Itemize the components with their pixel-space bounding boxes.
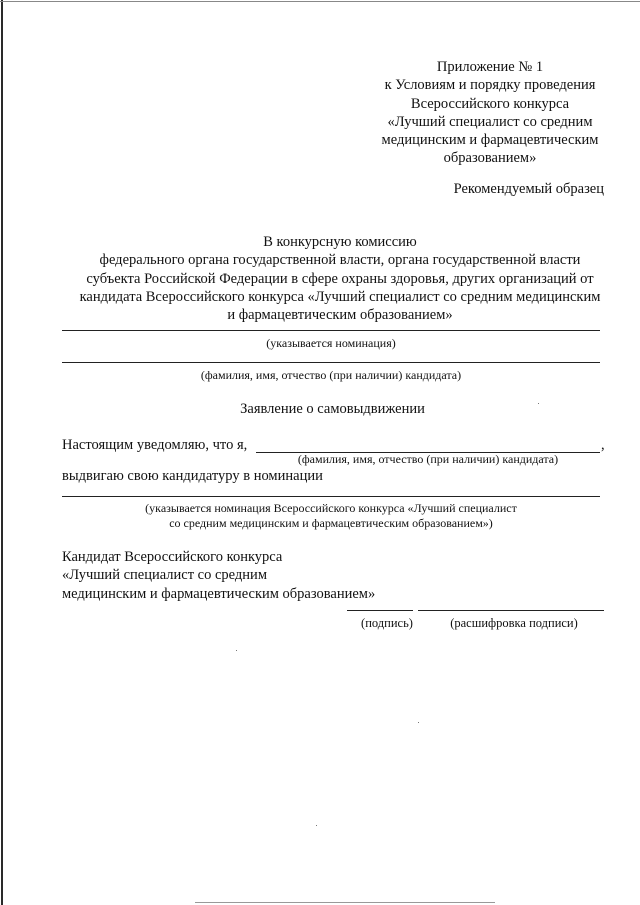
notify-text: Настоящим уведомляю, что я, <box>62 437 248 453</box>
appendix-line: образованием» <box>443 150 537 167</box>
notify-comma: , <box>601 437 605 453</box>
signature-caption: (подпись) <box>361 616 413 630</box>
candidate-name-field-line[interactable] <box>62 362 600 363</box>
scan-speck <box>236 650 237 651</box>
addressee-line: кандидата Всероссийского конкурса «Лучший специалист со средним медицинским <box>79 288 601 305</box>
candidate-line: «Лучший специалист со средним <box>62 567 267 584</box>
nominate-field-line[interactable] <box>62 496 600 497</box>
sample-label: Рекомендуемый образец <box>453 181 604 197</box>
candidate-line: медицинским и фармацевтическим образованием» <box>62 585 376 602</box>
candidate-name-caption: (фамилия, имя, отчество (при наличии) кандидата) <box>200 368 462 382</box>
scan-speck <box>418 722 419 723</box>
addressee-line: федерального органа государственной власти, органа государственной власти <box>99 252 581 269</box>
nominate-caption-line-1: (указывается номинация Всероссийского конкурса «Лучший специалист <box>145 501 517 515</box>
addressee-line: и фармацевтическим образованием» <box>227 307 453 324</box>
notify-name-caption: (фамилия, имя, отчество (при наличии) кандидата) <box>297 452 559 466</box>
appendix-line: Всероссийского конкурса <box>410 95 570 112</box>
appendix-header <box>370 58 610 168</box>
scan-edge-top <box>0 1 640 2</box>
signature-decoding-caption: (расшифровка подписи) <box>450 616 578 630</box>
scan-speck <box>538 403 539 404</box>
nominate-caption-line-2: со средним медицинским и фармацевтическим образованием») <box>169 516 493 530</box>
addressee-block <box>40 233 640 324</box>
signature-field-line[interactable] <box>347 610 413 611</box>
appendix-line: к Условиям и порядку проведения <box>384 77 596 94</box>
candidate-block <box>62 548 375 603</box>
addressee-line: субъекта Российской Федерации в сфере охраны здоровья, других организаций от <box>86 270 594 287</box>
addressee-line: В конкурсную комиссию <box>263 234 417 250</box>
statement-title: Заявление о самовыдвижении <box>240 401 425 417</box>
appendix-line: «Лучший специалист со средним <box>387 113 593 130</box>
appendix-line: медицинским и фармацевтическим <box>381 132 599 149</box>
nomination-field-line[interactable] <box>62 330 600 331</box>
scan-edge-bottom <box>195 902 495 903</box>
nomination-caption: (указывается номинация) <box>266 336 396 350</box>
candidate-line: Кандидат Всероссийского конкурса <box>62 549 283 565</box>
nominate-text: выдвигаю свою кандидатуру в номинации <box>62 468 323 484</box>
signature-decoding-field-line[interactable] <box>418 610 604 611</box>
scan-edge-left <box>1 0 3 905</box>
appendix-line: Приложение № 1 <box>436 59 544 75</box>
scan-speck <box>316 825 317 826</box>
